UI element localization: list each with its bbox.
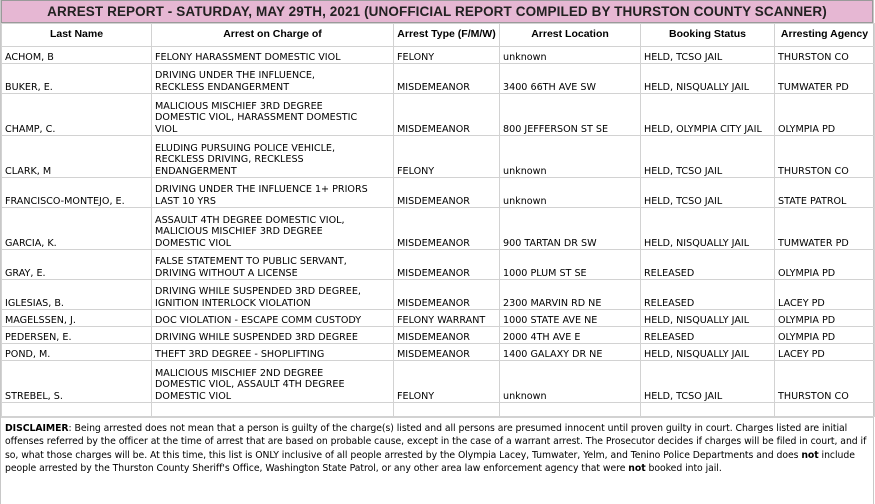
charge-line: DRIVING UNDER THE INFLUENCE, <box>155 70 315 81</box>
charge-line: MALICIOUS MISCHIEF 2ND DEGREE <box>155 367 324 379</box>
cell-charge <box>152 64 394 94</box>
cell-charge <box>152 178 394 208</box>
cell-booking-status: HELD, NISQUALLY JAIL <box>641 64 775 94</box>
cell-arrest-type: MISDEMEANOR <box>394 250 500 280</box>
cell-last-name: POND, M. <box>2 344 152 361</box>
cell-booking-status: RELEASED <box>641 250 775 280</box>
cell-last-name: CLARK, M <box>2 136 152 178</box>
cell-arresting-agency: STATE PATROL <box>775 178 875 208</box>
cell-charge <box>152 327 394 344</box>
cell-arrest-type: MISDEMEANOR <box>394 280 500 310</box>
col-header-last-name: Last Name <box>2 24 152 47</box>
table-row <box>2 64 875 94</box>
disclaimer-text: : Being arrested does not mean that a person is guilty of the charge(s) listed and all persons are presumed innocent until proven guilty in court. Charges listed are initial offenses referred by the officer at the time of arrest that are based on probable cause, except in the case of a warrant arrest. The Prosecutor decides if charges will be filed in court, and if so, what those charges will be. At this time, this list is ONLY inclusive of all people arrested by the Olympia Lacey, Tumwater, Yelm, and Tenino Police Departments and does <box>5 423 867 461</box>
col-header-booking-status: Booking Status <box>641 24 775 47</box>
table-row <box>2 94 875 136</box>
header-row <box>2 24 875 47</box>
table-row <box>2 250 875 280</box>
cell-arrest-type: MISDEMEANOR <box>394 208 500 250</box>
cell-arrest-type: MISDEMEANOR <box>394 327 500 344</box>
table-row <box>2 361 875 403</box>
cell-arresting-agency: OLYMPIA PD <box>775 327 875 344</box>
report-title: ARREST REPORT - SATURDAY, MAY 29TH, 2021 (UNOFFICIAL REPORT COMPILED BY THURSTON COUNTY SCANNER) <box>1 0 873 23</box>
table-row <box>2 208 875 250</box>
table-row <box>2 344 875 361</box>
cell-arrest-location: 1400 GALAXY DR NE <box>500 344 641 361</box>
col-header-arrest-type: Arrest Type (F/M/W) <box>394 24 500 47</box>
disclaimer-text: include people arrested by the Thurston County Sheriff's Office, Washington State Patrol, or any other area law enforcement agency that were <box>5 449 855 475</box>
cell-arresting-agency: LACEY PD <box>775 344 875 361</box>
cell-last-name: BUKER, E. <box>2 64 152 94</box>
cell-booking-status: HELD, NISQUALLY JAIL <box>641 344 775 361</box>
cell-arrest-type: MISDEMEANOR <box>394 344 500 361</box>
cell-booking-status: RELEASED <box>641 280 775 310</box>
charge-line: MALICIOUS MISCHIEF 3RD DEGREE <box>155 226 323 237</box>
cell-charge <box>152 344 394 361</box>
cell-arresting-agency: LACEY PD <box>775 280 875 310</box>
charge-line: DRIVING UNDER THE INFLUENCE 1+ PRIORS <box>155 184 368 195</box>
table-row <box>2 310 875 327</box>
cell-arrest-location: 3400 66TH AVE SW <box>500 64 641 94</box>
arrest-rows <box>2 47 875 417</box>
cell-charge <box>152 310 394 327</box>
cell-last-name: ACHOM, B <box>2 47 152 64</box>
cell-charge <box>152 94 394 136</box>
disclaimer-emphasis: DISCLAIMER <box>5 423 69 434</box>
cell-charge <box>152 136 394 178</box>
cell-booking-status: HELD, NISQUALLY JAIL <box>641 310 775 327</box>
cell-arrest-type: FELONY <box>394 47 500 64</box>
cell-charge <box>152 208 394 250</box>
charge-line: ASSAULT 4TH DEGREE DOMESTIC VIOL, <box>155 214 345 226</box>
charge-line: DRIVING WHILE SUSPENDED 3RD DEGREE, <box>155 286 361 297</box>
empty-cell <box>152 403 394 417</box>
cell-arresting-agency: TUMWATER PD <box>775 64 875 94</box>
empty-cell <box>775 403 875 417</box>
charge-line: THEFT 3RD DEGREE - SHOPLIFTING <box>155 348 325 360</box>
col-header-arresting-agency: Arresting Agency <box>775 24 875 47</box>
cell-charge <box>152 361 394 403</box>
cell-arresting-agency: THURSTON CO <box>775 136 875 178</box>
cell-arrest-type: MISDEMEANOR <box>394 64 500 94</box>
table-row <box>2 136 875 178</box>
cell-last-name: IGLESIAS, B. <box>2 280 152 310</box>
empty-cell <box>500 403 641 417</box>
cell-booking-status: HELD, NISQUALLY JAIL <box>641 208 775 250</box>
cell-last-name: GRAY, E. <box>2 250 152 280</box>
cell-arrest-location: 900 TARTAN DR SW <box>500 208 641 250</box>
charge-line: DOMESTIC VIOL <box>155 390 232 402</box>
disclaimer <box>1 417 873 476</box>
charge-line: MALICIOUS MISCHIEF 3RD DEGREE <box>155 100 323 112</box>
cell-last-name: STREBEL, S. <box>2 361 152 403</box>
charge-line: RECKLESS DRIVING, RECKLESS <box>155 154 304 165</box>
charge-line: LAST 10 YRS <box>155 195 217 207</box>
disclaimer-emphasis: not <box>801 449 819 461</box>
cell-charge <box>152 47 394 64</box>
cell-booking-status: RELEASED <box>641 327 775 344</box>
charge-line: IGNITION INTERLOCK VIOLATION <box>155 297 311 309</box>
empty-row <box>2 403 875 417</box>
table-row <box>2 47 875 64</box>
charge-line: DOMESTIC VIOL, ASSAULT 4TH DEGREE <box>155 379 345 390</box>
charge-line: ELUDING PURSUING POLICE VEHICLE, <box>155 142 336 154</box>
disclaimer-emphasis: not <box>628 463 646 475</box>
cell-last-name: CHAMP, C. <box>2 94 152 136</box>
cell-arrest-type: FELONY <box>394 136 500 178</box>
cell-charge <box>152 280 394 310</box>
charge-line: DOMESTIC VIOL <box>155 237 232 249</box>
cell-arresting-agency: OLYMPIA PD <box>775 250 875 280</box>
cell-booking-status: HELD, TCSO JAIL <box>641 361 775 403</box>
charge-line: FELONY HARASSMENT DOMESTIC VIOL <box>155 51 341 63</box>
cell-arrest-location: unknown <box>500 47 641 64</box>
col-header-charge: Arrest on Charge of <box>152 24 394 47</box>
cell-arrest-location: 1000 PLUM ST SE <box>500 250 641 280</box>
charge-line: VIOL <box>155 123 178 135</box>
col-header-arrest-location: Arrest Location <box>500 24 641 47</box>
disclaimer-text: booked into jail. <box>645 463 722 475</box>
empty-cell <box>394 403 500 417</box>
cell-arrest-location: unknown <box>500 178 641 208</box>
table-row <box>2 327 875 344</box>
cell-arresting-agency: TUMWATER PD <box>775 208 875 250</box>
charge-line: DRIVING WHILE SUSPENDED 3RD DEGREE <box>155 331 358 343</box>
charge-line: DOMESTIC VIOL, HARASSMENT DOMESTIC <box>155 112 358 123</box>
cell-arrest-location: 2000 4TH AVE E <box>500 327 641 344</box>
cell-arrest-location: 2300 MARVIN RD NE <box>500 280 641 310</box>
cell-arrest-type: FELONY WARRANT <box>394 310 500 327</box>
empty-cell <box>2 403 152 417</box>
cell-arresting-agency: OLYMPIA PD <box>775 310 875 327</box>
cell-booking-status: HELD, TCSO JAIL <box>641 178 775 208</box>
cell-arrest-location: unknown <box>500 136 641 178</box>
cell-arresting-agency: OLYMPIA PD <box>775 94 875 136</box>
cell-arrest-type: MISDEMEANOR <box>394 178 500 208</box>
charge-line: FALSE STATEMENT TO PUBLIC SERVANT, <box>155 256 347 267</box>
cell-arrest-location: unknown <box>500 361 641 403</box>
cell-booking-status: HELD, OLYMPIA CITY JAIL <box>641 94 775 136</box>
table-row <box>2 178 875 208</box>
cell-last-name: MAGELSSEN, J. <box>2 310 152 327</box>
charge-line: DOC VIOLATION - ESCAPE COMM CUSTODY <box>155 314 362 326</box>
empty-cell <box>641 403 775 417</box>
cell-last-name: GARCIA, K. <box>2 208 152 250</box>
cell-last-name: PEDERSEN, E. <box>2 327 152 344</box>
cell-arrest-location: 800 JEFFERSON ST SE <box>500 94 641 136</box>
cell-charge <box>152 250 394 280</box>
charge-line: DRIVING WITHOUT A LICENSE <box>155 267 298 279</box>
cell-arresting-agency: THURSTON CO <box>775 361 875 403</box>
cell-arrest-type: MISDEMEANOR <box>394 94 500 136</box>
cell-arrest-location: 1000 STATE AVE NE <box>500 310 641 327</box>
cell-arrest-type: FELONY <box>394 361 500 403</box>
arrest-table <box>1 23 875 417</box>
cell-booking-status: HELD, TCSO JAIL <box>641 136 775 178</box>
cell-booking-status: HELD, TCSO JAIL <box>641 47 775 64</box>
charge-line: ENDANGERMENT <box>155 165 237 177</box>
charge-line: RECKLESS ENDANGERMENT <box>155 81 290 93</box>
table-row <box>2 280 875 310</box>
cell-last-name: FRANCISCO-MONTEJO, E. <box>2 178 152 208</box>
cell-arresting-agency: THURSTON CO <box>775 47 875 64</box>
